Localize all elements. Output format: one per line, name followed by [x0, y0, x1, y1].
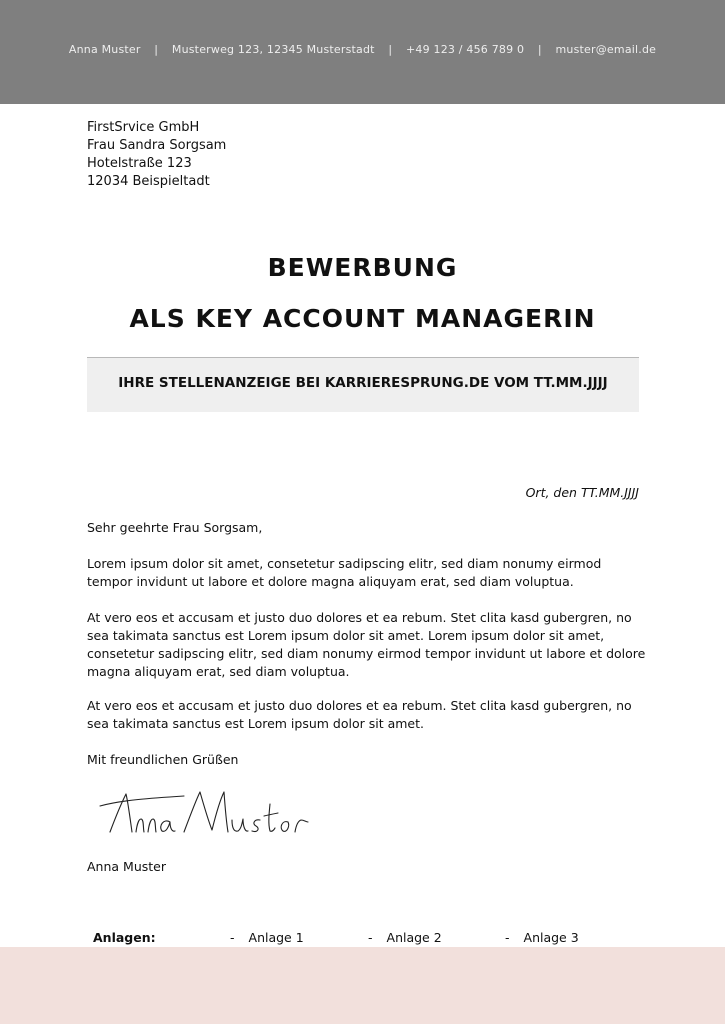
- closing: Mit freundlichen Grüßen: [87, 752, 239, 767]
- subject-line: IHRE STELLENANZEIGE BEI KARRIERESPRUNG.DE VOM TT.MM.JJJJ: [118, 375, 608, 391]
- signer-name: Anna Muster: [87, 859, 166, 874]
- recipient-person: Frau Sandra Sorgsam: [87, 138, 227, 153]
- attachments: [93, 930, 653, 948]
- recipient-address: [87, 119, 226, 191]
- separator: |: [388, 43, 393, 56]
- paragraph: Lorem ipsum dolor sit amet, consetetur sadipscing elitr, sed diam nonumy eirmod tempor invidunt ut labore et dolore magna aliquyam erat, sed diam voluptua.: [87, 556, 602, 589]
- attachment-item: [230, 930, 304, 945]
- attachment-label: Anlage 2: [386, 930, 442, 945]
- attachment-label: Anlage 3: [523, 930, 579, 945]
- bullet-dash: -: [505, 930, 510, 945]
- footer-band: [0, 947, 725, 1024]
- handwritten-signature: [92, 786, 312, 836]
- attachment-item: [368, 930, 442, 945]
- recipient-company: FirstSrvice GmbH: [87, 120, 200, 135]
- document-subtitle: ALS KEY ACCOUNT MANAGERIN: [129, 304, 596, 333]
- separator: |: [154, 43, 159, 56]
- attachment-label: Anlage 1: [248, 930, 304, 945]
- sender-name: Anna Muster: [68, 43, 141, 56]
- subject-box: [87, 357, 639, 412]
- bullet-dash: -: [368, 930, 373, 945]
- header-bar: [0, 0, 725, 104]
- recipient-city: 12034 Beispieltadt: [87, 174, 210, 189]
- attachment-item: [505, 930, 579, 945]
- recipient-street: Hotelstraße 123: [87, 156, 192, 171]
- sender-phone: +49 123 / 456 789 0: [406, 43, 525, 56]
- sender-address: Musterweg 123, 12345 Musterstadt: [171, 43, 375, 56]
- separator: |: [537, 43, 542, 56]
- paragraph: At vero eos et accusam et justo duo dolores et ea rebum. Stet clita kasd gubergren, no sea takimata sanctus est Lorem ipsum dolor sit amet.: [87, 698, 632, 731]
- contact-line: [0, 43, 725, 56]
- sender-email: muster@email.de: [555, 43, 657, 56]
- attachments-label: Anlagen:: [93, 930, 156, 945]
- paragraph: At vero eos et accusam et justo duo dolores et ea rebum. Stet clita kasd gubergren, no sea takimata sanctus est Lorem ipsum dolor sit amet. Lorem ipsum dolor sit amet, consetetur sadipscing elitr, sed diam nonumy eirmod tempor invidunt ut labore et dolore magna aliquyam erat, sed diam voluptua.: [87, 610, 646, 679]
- date-line: Ort, den TT.MM.JJJJ: [525, 485, 639, 500]
- bullet-dash: -: [230, 930, 235, 945]
- salutation: Sehr geehrte Frau Sorgsam,: [87, 520, 263, 535]
- document-title: BEWERBUNG: [267, 253, 458, 282]
